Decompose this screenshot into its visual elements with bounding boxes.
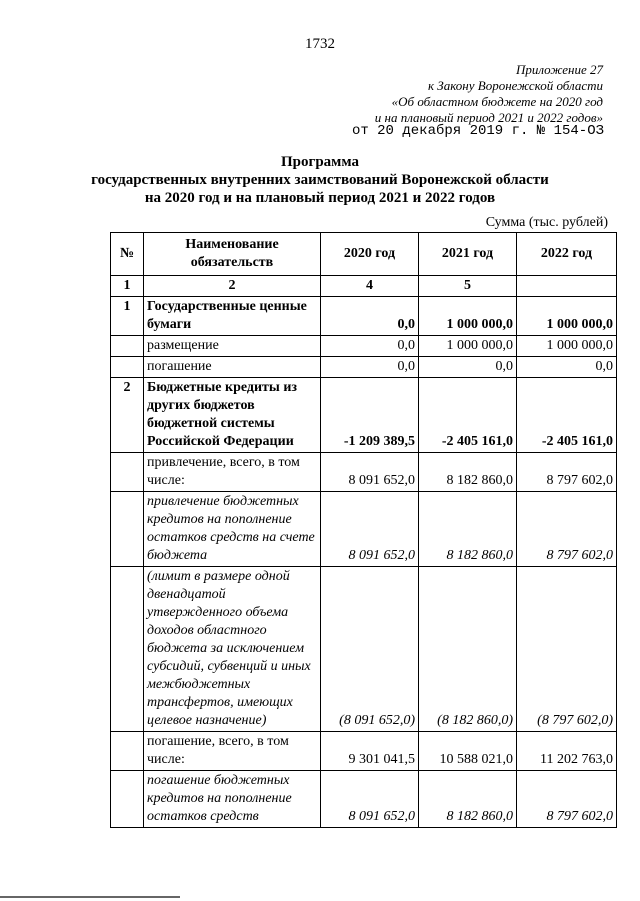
value-2021: 8 182 860,0	[419, 453, 517, 492]
row-name: погашение бюджетных кредитов на пополнение остатков средств	[144, 771, 321, 828]
row-name: привлечение, всего, в том числе:	[144, 453, 321, 492]
appendix-block	[375, 62, 603, 126]
row-index	[111, 492, 144, 567]
row-name: погашение	[144, 357, 321, 378]
appendix-line: и на плановый период 2021 и 2022 годов»	[374, 110, 603, 125]
value-2021: 0,0	[419, 357, 517, 378]
col-num: 5	[419, 276, 517, 297]
row-name: (лимит в размере одной двенадцатой утвержденного объема доходов областного бюджета за исключением субсидий, субвенций и иных межбюджетных трансфертов, имеющих целевое назначение)	[144, 567, 321, 732]
col-header-name: Наименование обязательств	[144, 233, 321, 276]
value-2022: 1 000 000,0	[517, 336, 617, 357]
table-row	[111, 453, 617, 492]
unit-label: Сумма (тыс. рублей)	[485, 215, 608, 230]
value-2022: 1 000 000,0	[517, 297, 617, 336]
value-2021: -2 405 161,0	[419, 378, 517, 453]
row-name: размещение	[144, 336, 321, 357]
value-2020: 8 091 652,0	[321, 771, 419, 828]
value-2022: 8 797 602,0	[517, 492, 617, 567]
borrowing-table	[110, 232, 617, 828]
col-header-2020: 2020 год	[321, 233, 419, 276]
value-2022: 8 797 602,0	[517, 453, 617, 492]
value-2021: 8 182 860,0	[419, 492, 517, 567]
title-line: государственных внутренних заимствований Воронежской области	[91, 172, 549, 188]
column-number-row	[111, 276, 617, 297]
col-header-2022: 2022 год	[517, 233, 617, 276]
table-row	[111, 732, 617, 771]
table-header-row	[111, 233, 617, 276]
col-num: 1	[111, 276, 144, 297]
table-row	[111, 336, 617, 357]
value-2020: 8 091 652,0	[321, 453, 419, 492]
value-2021: 10 588 021,0	[419, 732, 517, 771]
table-row	[111, 771, 617, 828]
appendix-line: Приложение 27	[515, 62, 603, 77]
value-2021: 8 182 860,0	[419, 771, 517, 828]
row-index	[111, 336, 144, 357]
decree-stamp: от 20 декабря 2019 г. № 154-ОЗ	[351, 123, 604, 139]
value-2021: 1 000 000,0	[419, 336, 517, 357]
value-2022: -2 405 161,0	[517, 378, 617, 453]
row-index	[111, 453, 144, 492]
col-num	[517, 276, 617, 297]
row-index	[111, 771, 144, 828]
title-line: Программа	[281, 154, 359, 170]
col-num: 2	[144, 276, 321, 297]
row-index: 2	[111, 378, 144, 453]
value-2021: (8 182 860,0)	[419, 567, 517, 732]
value-2022: 11 202 763,0	[517, 732, 617, 771]
appendix-line: «Об областном бюджете на 2020 год	[391, 94, 603, 109]
value-2022: 0,0	[517, 357, 617, 378]
document-title	[0, 153, 640, 207]
row-index	[111, 357, 144, 378]
col-header-number: №	[111, 233, 144, 276]
row-name: погашение, всего, в том числе:	[144, 732, 321, 771]
value-2020: 0,0	[321, 297, 419, 336]
appendix-line: к Закону Воронежской области	[427, 78, 603, 93]
row-name: Бюджетные кредиты из других бюджетов бюджетной системы Российской Федерации	[144, 378, 321, 453]
value-2022: 8 797 602,0	[517, 771, 617, 828]
value-2020: 9 301 041,5	[321, 732, 419, 771]
value-2020: 8 091 652,0	[321, 492, 419, 567]
row-index: 1	[111, 297, 144, 336]
table-row	[111, 297, 617, 336]
row-name: Государственные ценные бумаги	[144, 297, 321, 336]
table-row	[111, 567, 617, 732]
bottom-rule	[0, 896, 180, 898]
value-2021: 1 000 000,0	[419, 297, 517, 336]
table-row	[111, 492, 617, 567]
col-header-2021: 2021 год	[419, 233, 517, 276]
row-index	[111, 732, 144, 771]
value-2020: (8 091 652,0)	[321, 567, 419, 732]
value-2020: -1 209 389,5	[321, 378, 419, 453]
page-number: 1732	[305, 36, 335, 52]
row-index	[111, 567, 144, 732]
table-row	[111, 357, 617, 378]
col-num: 4	[321, 276, 419, 297]
row-name: привлечение бюджетных кредитов на пополнение остатков средств на счете бюджета	[144, 492, 321, 567]
value-2022: (8 797 602,0)	[517, 567, 617, 732]
value-2020: 0,0	[321, 357, 419, 378]
value-2020: 0,0	[321, 336, 419, 357]
title-line: на 2020 год и на плановый период 2021 и 2022 годов	[144, 190, 496, 206]
table-row	[111, 378, 617, 453]
